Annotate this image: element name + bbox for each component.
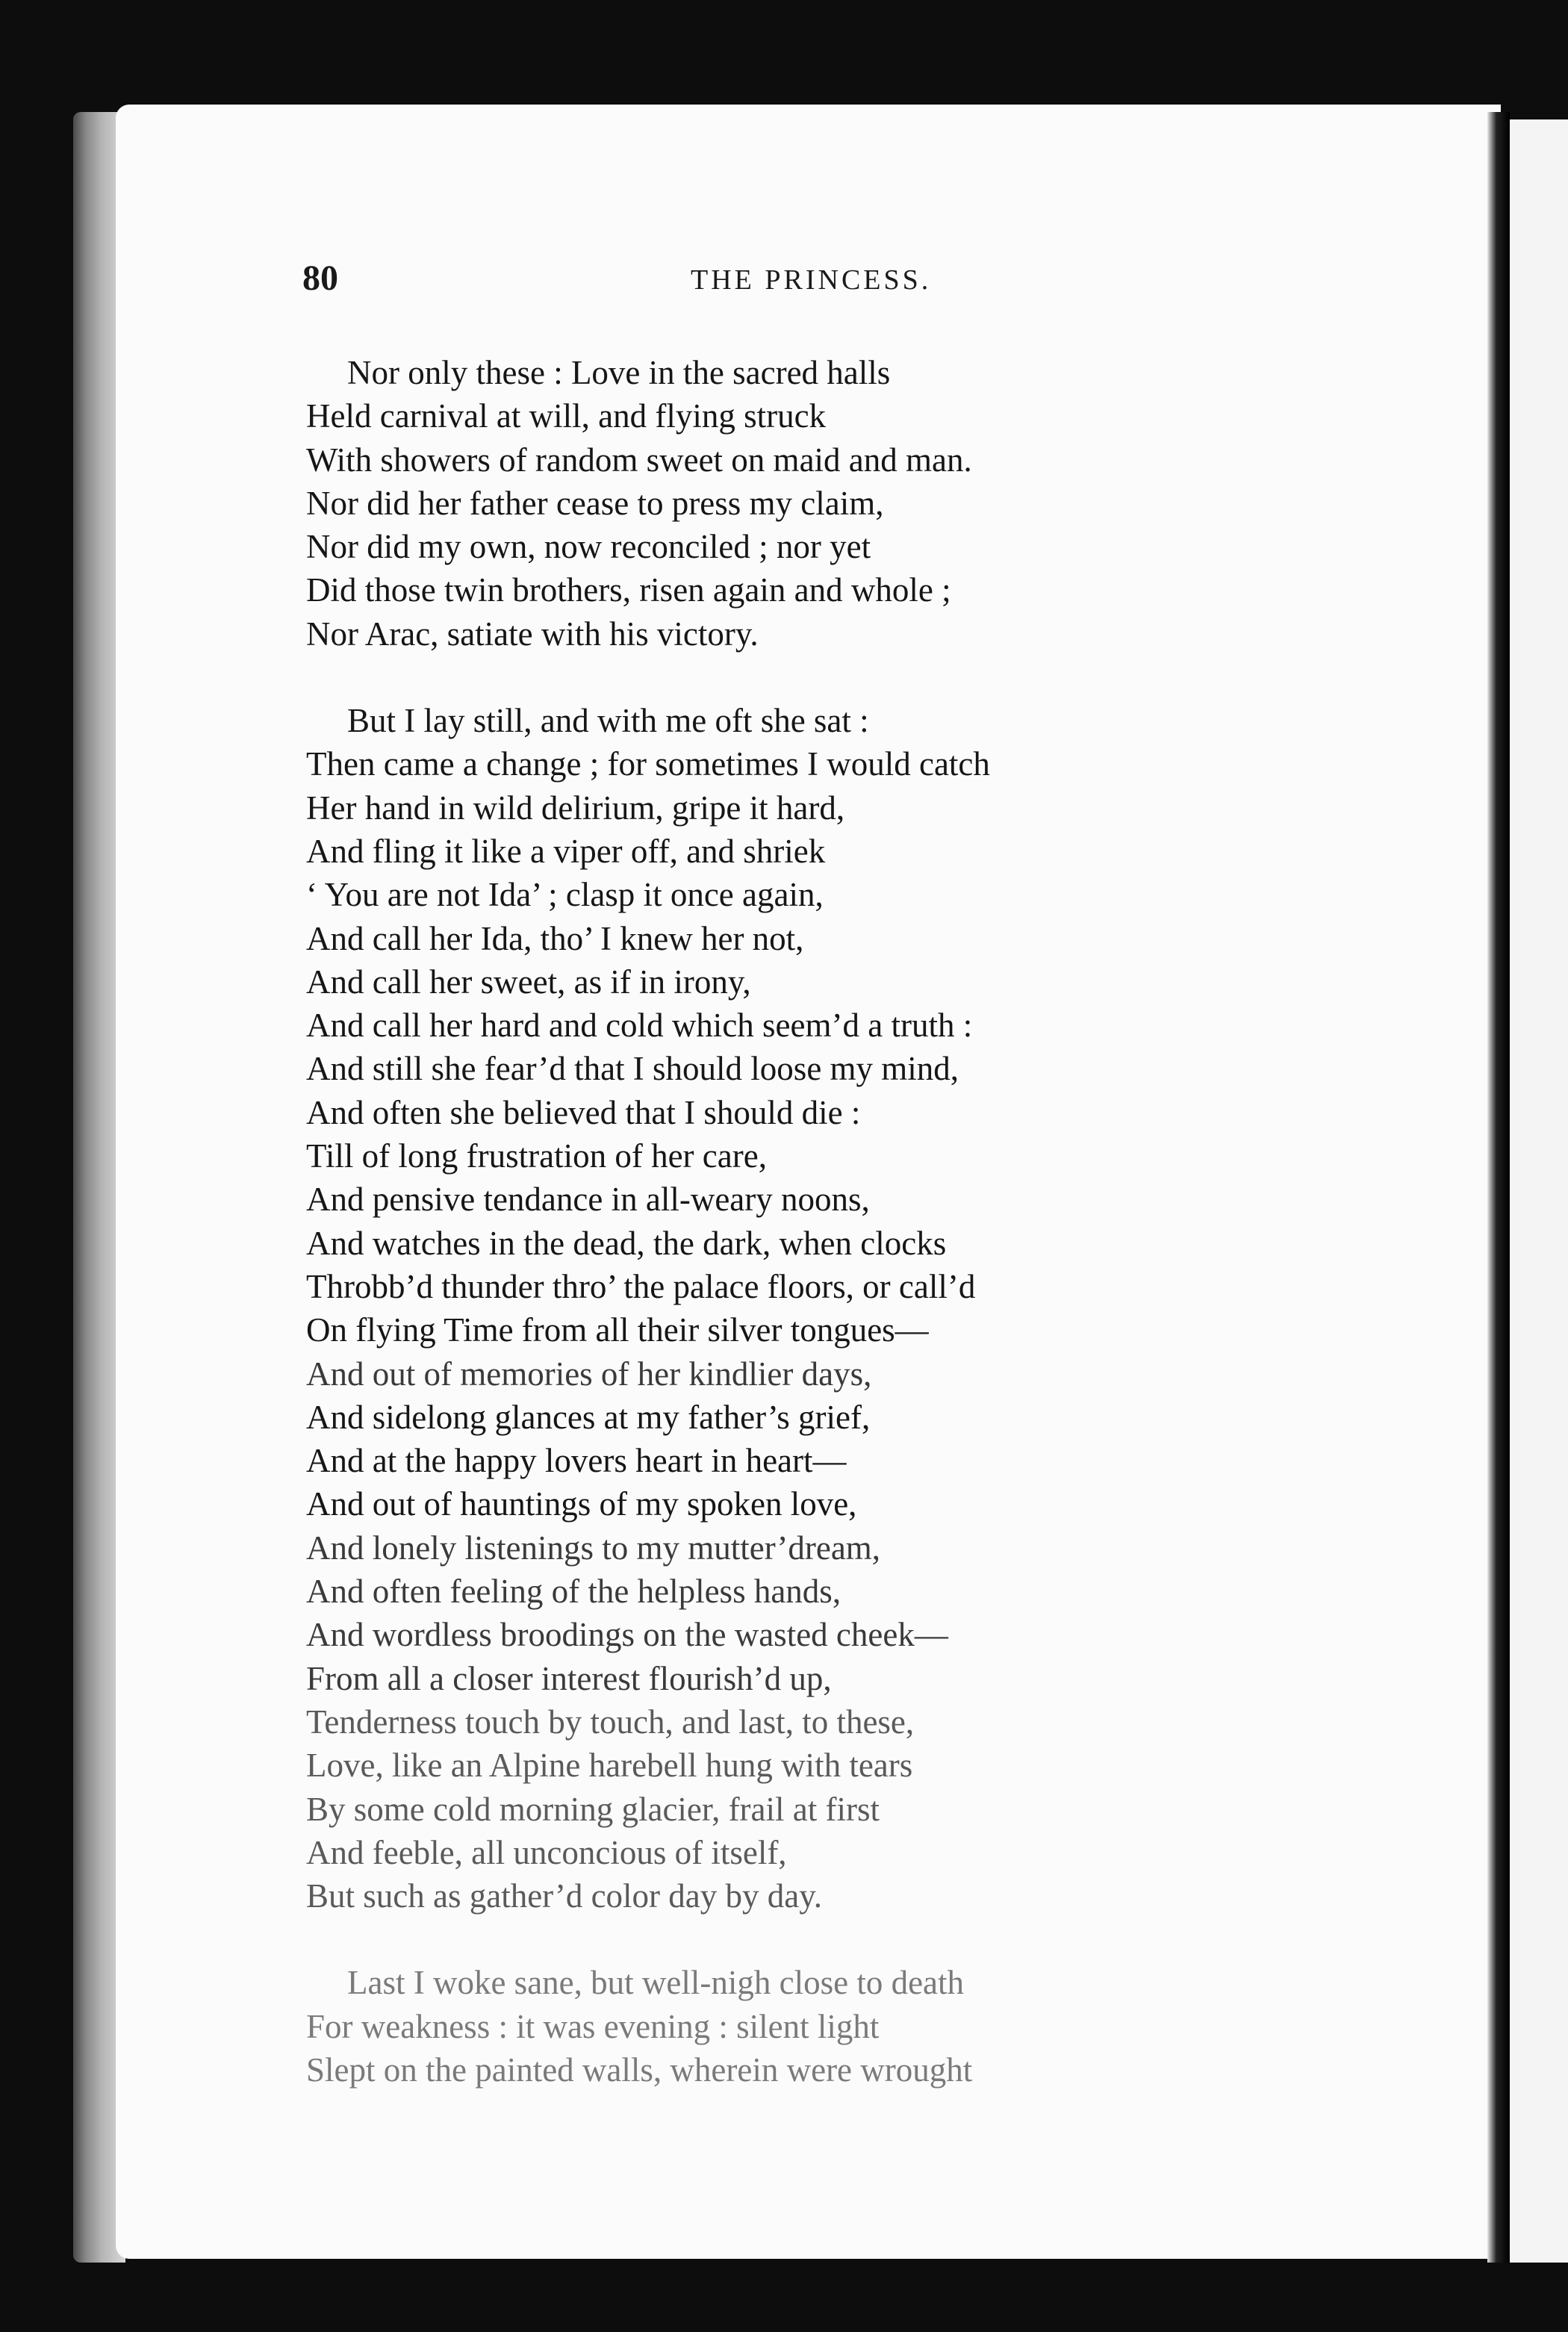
poem-line: And out of memories of her kindlier days, bbox=[306, 1355, 872, 1393]
poem-line: Did those twin brothers, risen again and whole ; bbox=[306, 571, 951, 609]
poem-text bbox=[306, 351, 1471, 2135]
poem-line: But I lay still, and with me oft she sat : bbox=[347, 702, 869, 740]
adjacent-page-edge bbox=[1510, 119, 1568, 2263]
poem-line: And wordless broodings on the wasted cheek— bbox=[306, 1616, 948, 1654]
poem-line: Tenderness touch by touch, and last, to these, bbox=[306, 1703, 915, 1741]
poem-line: And fling it like a viper off, and shriek bbox=[306, 832, 826, 870]
stanza bbox=[306, 699, 1471, 1918]
poem-line: And call her Ida, tho’ I knew her not, bbox=[306, 919, 804, 957]
stanza bbox=[306, 351, 1471, 656]
page-number: 80 bbox=[302, 258, 338, 298]
poem-line: ‘ You are not Ida’ ; clasp it once again, bbox=[306, 876, 824, 914]
poem-line: Held carnival at will, and flying struck bbox=[306, 397, 827, 435]
page-header bbox=[302, 258, 1348, 310]
poem-line: And lonely listenings to my mutter’dream, bbox=[306, 1529, 881, 1567]
poem-line: Then came a change ; for sometimes I would catch bbox=[306, 745, 990, 783]
poem-line: From all a closer interest flourish’d up, bbox=[306, 1659, 832, 1697]
poem-line: By some cold morning glacier, frail at first bbox=[306, 1790, 880, 1828]
poem-line: And out of hauntings of my spoken love, bbox=[306, 1485, 857, 1523]
poem-line: Nor only these : Love in the sacred halls bbox=[347, 354, 891, 391]
poem-line: And still she fear’d that I should loose my mind, bbox=[306, 1050, 959, 1088]
running-head: THE PRINCESS. bbox=[691, 264, 932, 296]
poem-line: But such as gather’d color day by day. bbox=[306, 1877, 823, 1915]
poem-line: Nor Arac, satiate with his victory. bbox=[306, 615, 759, 653]
poem-line: And sidelong glances at my father’s grief, bbox=[306, 1398, 871, 1436]
poem-line: Last I woke sane, but well-nigh close to death bbox=[347, 1964, 965, 2002]
poem-line: Slept on the painted walls, wherein were wrought bbox=[306, 2050, 973, 2089]
poem-line: For weakness : it was evening : silent light bbox=[306, 2007, 880, 2045]
poem-line: With showers of random sweet on maid and man. bbox=[306, 441, 972, 479]
poem-line: And feeble, all unconcious of itself, bbox=[306, 1833, 787, 1871]
poem-line: And call her sweet, as if in irony, bbox=[306, 963, 751, 1001]
page-gutter-shadow bbox=[1487, 112, 1510, 2263]
poem-line: And call her hard and cold which seem’d a truth : bbox=[306, 1007, 973, 1045]
poem-line: Throbb’d thunder thro’ the palace floors, or call’d bbox=[306, 1267, 976, 1305]
poem-line: And watches in the dead, the dark, when clocks bbox=[306, 1224, 947, 1262]
poem-line: Her hand in wild delirium, gripe it hard, bbox=[306, 789, 845, 827]
poem-line: On flying Time from all their silver tongues— bbox=[306, 1311, 929, 1349]
poem-line: Nor did her father cease to press my claim, bbox=[306, 484, 884, 522]
poem-line: Love, like an Alpine harebell hung with tears bbox=[306, 1747, 913, 1785]
poem-line: Nor did my own, now reconciled ; nor yet bbox=[306, 528, 871, 566]
poem-line: And often feeling of the helpless hands, bbox=[306, 1573, 841, 1611]
poem-line: And at the happy lovers heart in heart— bbox=[306, 1442, 847, 1480]
poem-line: Till of long frustration of her care, bbox=[306, 1137, 767, 1175]
poem-line: And pensive tendance in all-weary noons, bbox=[306, 1181, 870, 1219]
poem-line: And often she believed that I should die : bbox=[306, 1093, 861, 1131]
stanza bbox=[306, 1961, 1471, 2092]
